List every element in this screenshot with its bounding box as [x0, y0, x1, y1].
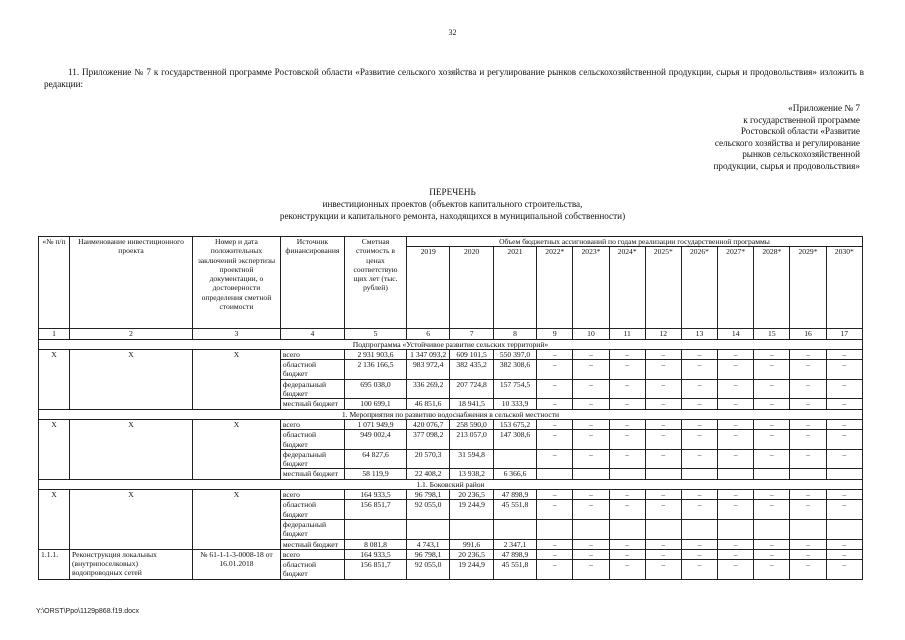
year-value-cell: –: [790, 349, 826, 359]
year-value-cell: 47 898,9: [493, 549, 536, 559]
header-year-6: 2024*: [609, 247, 645, 329]
year-value-cell: –: [681, 500, 717, 520]
year-value-cell: –: [718, 419, 754, 429]
year-value-cell: –: [754, 349, 790, 359]
expertise-doc-cell: № 61-1-1-3-0008-18 от 16.01.2018: [193, 549, 281, 579]
year-value-cell: –: [681, 379, 717, 399]
year-value-cell: 19 244,9: [450, 560, 493, 580]
year-value-cell: –: [573, 549, 609, 559]
year-value-cell: –: [681, 449, 717, 469]
year-value-cell: 96 798,1: [406, 490, 449, 500]
annex-line: Ростовской области «Развитие: [740, 126, 860, 137]
year-value-cell: 45 551,8: [493, 560, 536, 580]
year-value-cell: –: [645, 399, 681, 409]
funding-source-cell: областной бюджет: [280, 560, 344, 580]
year-value-cell: –: [609, 399, 645, 409]
year-value-cell: –: [718, 449, 754, 469]
expertise-doc-cell: Х: [193, 490, 281, 550]
header-source: Источник финансирования: [280, 237, 344, 329]
year-value-cell: 336 269,2: [406, 379, 449, 399]
year-value-cell: –: [609, 349, 645, 359]
column-number: 5: [344, 329, 406, 339]
year-value-cell: [826, 519, 862, 539]
year-value-cell: –: [537, 360, 573, 380]
estimated-cost-cell: 164 933,5: [344, 490, 406, 500]
year-value-cell: –: [573, 430, 609, 450]
year-value-cell: [754, 469, 790, 479]
estimated-cost-cell: 2 931 903,6: [344, 349, 406, 359]
year-value-cell: –: [537, 539, 573, 549]
year-value-cell: [406, 519, 449, 539]
year-value-cell: –: [790, 549, 826, 559]
year-value-cell: –: [681, 349, 717, 359]
year-value-cell: 13 938,2: [450, 469, 493, 479]
column-number: 4: [280, 329, 344, 339]
table-row: [39, 549, 863, 559]
year-value-cell: –: [573, 560, 609, 580]
year-value-cell: [450, 519, 493, 539]
estimated-cost-cell: 8 081,8: [344, 539, 406, 549]
year-value-cell: –: [681, 360, 717, 380]
year-value-cell: [754, 519, 790, 539]
year-value-cell: 550 397,0: [493, 349, 536, 359]
year-value-cell: –: [609, 379, 645, 399]
year-value-cell: –: [718, 379, 754, 399]
investment-projects-table: [38, 236, 863, 580]
intro-text: 11. Приложение № 7 к государственной программе Ростовской области «Развитие сельского хозяйства и регулирование рынков сельскохозяйственной продукции, сырья и продовольствия» изложить в редакции:: [44, 67, 864, 89]
table-row: [39, 419, 863, 429]
header-year-1: 2019: [406, 247, 449, 329]
estimated-cost-cell: [344, 519, 406, 539]
year-value-cell: –: [645, 539, 681, 549]
estimated-cost-cell: 2 136 166,5: [344, 360, 406, 380]
year-value-cell: 207 724,8: [450, 379, 493, 399]
expertise-doc-cell: Х: [193, 349, 281, 409]
row-number-cell: Х: [39, 490, 70, 550]
annex-line: продукции, сырья и продовольствия»: [713, 160, 860, 171]
year-value-cell: 96 798,1: [406, 549, 449, 559]
year-value-cell: –: [754, 430, 790, 450]
year-value-cell: –: [681, 419, 717, 429]
header-year-9: 2027*: [718, 247, 754, 329]
year-value-cell: 92 055,0: [406, 500, 449, 520]
column-number: 14: [718, 329, 754, 339]
year-value-cell: –: [609, 549, 645, 559]
year-value-cell: –: [826, 349, 862, 359]
intro-paragraph: [44, 66, 864, 90]
year-value-cell: –: [681, 539, 717, 549]
annex-line: «Приложение № 7: [788, 103, 860, 113]
year-value-cell: 22 408,2: [406, 469, 449, 479]
year-value-cell: –: [681, 430, 717, 450]
funding-source-cell: областной бюджет: [280, 430, 344, 450]
column-numbers-row: [39, 329, 863, 339]
year-value-cell: –: [537, 349, 573, 359]
table-header-row: [39, 237, 863, 247]
year-value-cell: [645, 469, 681, 479]
year-value-cell: –: [537, 500, 573, 520]
year-value-cell: –: [645, 490, 681, 500]
row-number-cell: Х: [39, 349, 70, 409]
year-value-cell: [537, 469, 573, 479]
year-value-cell: –: [718, 360, 754, 380]
year-value-cell: –: [826, 490, 862, 500]
year-value-cell: –: [537, 490, 573, 500]
year-value-cell: 20 570,3: [406, 449, 449, 469]
annex-line: рынков сельскохозяйственной: [742, 149, 860, 160]
year-value-cell: –: [718, 500, 754, 520]
project-name-cell: Х: [70, 419, 193, 479]
year-value-cell: 983 972,4: [406, 360, 449, 380]
year-value-cell: –: [681, 490, 717, 500]
header-year-11: 2029*: [790, 247, 826, 329]
year-value-cell: –: [718, 490, 754, 500]
estimated-cost-cell: 164 933,5: [344, 549, 406, 559]
year-value-cell: 20 236,5: [450, 490, 493, 500]
annex-line: сельского хозяйства и регулирование: [714, 137, 860, 148]
header-year-4: 2022*: [537, 247, 573, 329]
year-value-cell: –: [609, 430, 645, 450]
year-value-cell: 258 590,0: [450, 419, 493, 429]
year-value-cell: –: [826, 549, 862, 559]
column-number: 11: [609, 329, 645, 339]
year-value-cell: –: [573, 449, 609, 469]
year-value-cell: 18 941,5: [450, 399, 493, 409]
year-value-cell: –: [826, 379, 862, 399]
header-doc: Номер и дата положительных заключений экспертизы проектной документации, о достоверности определения сметной стоимости: [193, 237, 281, 329]
column-number: 2: [70, 329, 193, 339]
year-value-cell: [573, 519, 609, 539]
year-value-cell: –: [645, 349, 681, 359]
year-value-cell: –: [681, 399, 717, 409]
year-value-cell: –: [573, 360, 609, 380]
year-value-cell: [609, 469, 645, 479]
estimated-cost-cell: 1 071 949,9: [344, 419, 406, 429]
year-value-cell: –: [718, 549, 754, 559]
year-value-cell: 377 098,2: [406, 430, 449, 450]
header-year-12: 2030*: [826, 247, 862, 329]
estimated-cost-cell: 695 038,0: [344, 379, 406, 399]
year-value-cell: –: [645, 379, 681, 399]
column-number: 1: [39, 329, 70, 339]
funding-source-cell: всего: [280, 349, 344, 359]
column-number: 9: [537, 329, 573, 339]
column-number: 6: [406, 329, 449, 339]
year-value-cell: –: [790, 360, 826, 380]
funding-source-cell: всего: [280, 419, 344, 429]
year-value-cell: –: [718, 560, 754, 580]
year-value-cell: –: [754, 449, 790, 469]
annex-caption: [680, 103, 860, 173]
year-value-cell: [681, 519, 717, 539]
year-value-cell: [493, 449, 536, 469]
year-value-cell: –: [754, 399, 790, 409]
year-value-cell: [790, 519, 826, 539]
year-value-cell: [645, 519, 681, 539]
year-value-cell: [573, 469, 609, 479]
estimated-cost-cell: 100 699,1: [344, 399, 406, 409]
column-number: 8: [493, 329, 536, 339]
heading-line: инвестиционных проектов (объектов капитального строительства,: [322, 199, 583, 209]
year-value-cell: 153 675,2: [493, 419, 536, 429]
year-value-cell: 46 851,6: [406, 399, 449, 409]
year-value-cell: [681, 469, 717, 479]
funding-source-cell: федеральный бюджет: [280, 519, 344, 539]
year-value-cell: –: [573, 490, 609, 500]
year-value-cell: –: [609, 560, 645, 580]
section-title: 1. Мероприятия по развитию водоснабжения в сельской местности: [39, 409, 863, 419]
header-year-3: 2021: [493, 247, 536, 329]
header-year-2: 2020: [450, 247, 493, 329]
funding-source-cell: местный бюджет: [280, 399, 344, 409]
funding-source-cell: федеральный бюджет: [280, 449, 344, 469]
expertise-doc-cell: Х: [193, 419, 281, 479]
column-number: 7: [450, 329, 493, 339]
column-number: 17: [826, 329, 862, 339]
year-value-cell: –: [681, 560, 717, 580]
year-value-cell: –: [790, 449, 826, 469]
estimated-cost-cell: 156 851,7: [344, 500, 406, 520]
header-cost: Сметная стоимость в ценах соответствую щих лет (тыс. рублей): [344, 237, 406, 329]
table-row: [39, 490, 863, 500]
year-value-cell: [718, 519, 754, 539]
document-heading: [0, 186, 905, 222]
header-year-10: 2028*: [754, 247, 790, 329]
year-value-cell: –: [826, 500, 862, 520]
year-value-cell: –: [537, 419, 573, 429]
header-year-8: 2026*: [681, 247, 717, 329]
year-value-cell: –: [754, 500, 790, 520]
year-value-cell: 213 057,0: [450, 430, 493, 450]
column-number: 16: [790, 329, 826, 339]
heading-line: реконструкции и капитального ремонта, находящихся в муниципальной собственности): [279, 211, 626, 221]
column-number: 13: [681, 329, 717, 339]
header-year-7: 2025*: [645, 247, 681, 329]
year-value-cell: [826, 469, 862, 479]
year-value-cell: –: [573, 500, 609, 520]
row-number-cell: 1.1.1.: [39, 549, 70, 579]
header-num: «№ п/п: [39, 237, 70, 329]
year-value-cell: 157 754,5: [493, 379, 536, 399]
section-title-row: [39, 479, 863, 489]
year-value-cell: 20 236,5: [450, 549, 493, 559]
year-value-cell: –: [645, 360, 681, 380]
year-value-cell: –: [573, 379, 609, 399]
header-name: Наименование инвестиционного проекта: [70, 237, 193, 329]
estimated-cost-cell: 64 827,6: [344, 449, 406, 469]
year-value-cell: 31 594,8: [450, 449, 493, 469]
project-name-cell: Реконструкция локальных (внутрипоселковых) водопроводных сетей: [70, 549, 193, 579]
year-value-cell: 609 101,5: [450, 349, 493, 359]
year-value-cell: –: [537, 549, 573, 559]
heading-title: ПЕРЕЧЕНЬ: [429, 187, 476, 197]
funding-source-cell: всего: [280, 490, 344, 500]
section-title: Подпрограмма «Устойчивое развитие сельских территорий»: [39, 339, 863, 349]
year-value-cell: 991,6: [450, 539, 493, 549]
year-value-cell: [493, 519, 536, 539]
year-value-cell: –: [754, 360, 790, 380]
year-value-cell: 382 308,6: [493, 360, 536, 380]
project-name-cell: Х: [70, 349, 193, 409]
year-value-cell: –: [537, 430, 573, 450]
funding-source-cell: областной бюджет: [280, 500, 344, 520]
year-value-cell: 4 743,1: [406, 539, 449, 549]
year-value-cell: [609, 519, 645, 539]
section-title-row: [39, 339, 863, 349]
year-value-cell: 382 435,2: [450, 360, 493, 380]
year-value-cell: 420 076,7: [406, 419, 449, 429]
year-value-cell: –: [645, 430, 681, 450]
year-value-cell: 92 055,0: [406, 560, 449, 580]
year-value-cell: –: [609, 419, 645, 429]
year-value-cell: –: [754, 539, 790, 549]
year-value-cell: –: [790, 430, 826, 450]
year-value-cell: –: [790, 379, 826, 399]
project-name-cell: Х: [70, 490, 193, 550]
header-years-group: Объем бюджетных ассигнований по годам реализации государственной программы: [406, 237, 862, 247]
column-number: 10: [573, 329, 609, 339]
year-value-cell: –: [790, 490, 826, 500]
year-value-cell: –: [645, 560, 681, 580]
year-value-cell: –: [826, 560, 862, 580]
year-value-cell: –: [609, 360, 645, 380]
row-number-cell: Х: [39, 419, 70, 479]
year-value-cell: –: [718, 399, 754, 409]
year-value-cell: 1 347 093,2: [406, 349, 449, 359]
year-value-cell: –: [826, 539, 862, 549]
year-value-cell: –: [537, 379, 573, 399]
year-value-cell: –: [645, 419, 681, 429]
year-value-cell: 6 366,6: [493, 469, 536, 479]
year-value-cell: –: [645, 549, 681, 559]
column-number: 3: [193, 329, 281, 339]
year-value-cell: –: [718, 430, 754, 450]
year-value-cell: –: [754, 490, 790, 500]
year-value-cell: 19 244,9: [450, 500, 493, 520]
table-row: [39, 349, 863, 359]
year-value-cell: 2 347,1: [493, 539, 536, 549]
year-value-cell: –: [790, 560, 826, 580]
year-value-cell: –: [681, 549, 717, 559]
year-value-cell: –: [826, 419, 862, 429]
column-number: 15: [754, 329, 790, 339]
year-value-cell: –: [754, 560, 790, 580]
investment-table-wrapper: [38, 236, 863, 580]
year-value-cell: –: [609, 539, 645, 549]
funding-source-cell: федеральный бюджет: [280, 379, 344, 399]
year-value-cell: –: [537, 560, 573, 580]
year-value-cell: –: [718, 349, 754, 359]
year-value-cell: –: [754, 379, 790, 399]
year-value-cell: –: [573, 539, 609, 549]
year-value-cell: –: [754, 549, 790, 559]
estimated-cost-cell: 156 851,7: [344, 560, 406, 580]
year-value-cell: 45 551,8: [493, 500, 536, 520]
year-value-cell: 147 308,6: [493, 430, 536, 450]
page-number: 32: [448, 28, 457, 37]
section-title-row: [39, 409, 863, 419]
year-value-cell: –: [609, 500, 645, 520]
funding-source-cell: областной бюджет: [280, 360, 344, 380]
annex-line: к государственной программе: [743, 114, 860, 125]
estimated-cost-cell: 58 119,9: [344, 469, 406, 479]
funding-source-cell: местный бюджет: [280, 469, 344, 479]
year-value-cell: –: [826, 399, 862, 409]
year-value-cell: –: [609, 449, 645, 469]
year-value-cell: –: [826, 449, 862, 469]
year-value-cell: –: [573, 419, 609, 429]
year-value-cell: –: [790, 500, 826, 520]
year-value-cell: –: [754, 419, 790, 429]
year-value-cell: –: [790, 539, 826, 549]
year-value-cell: –: [537, 399, 573, 409]
year-value-cell: –: [790, 399, 826, 409]
year-value-cell: –: [790, 419, 826, 429]
year-value-cell: –: [573, 349, 609, 359]
year-value-cell: [790, 469, 826, 479]
year-value-cell: 10 333,9: [493, 399, 536, 409]
funding-source-cell: местный бюджет: [280, 539, 344, 549]
year-value-cell: –: [826, 360, 862, 380]
footer-file-path: Y:\ORST\Ppo\1129p868.f19.docx: [36, 608, 139, 615]
estimated-cost-cell: 949 002,4: [344, 430, 406, 450]
year-value-cell: –: [718, 539, 754, 549]
year-value-cell: 47 898,9: [493, 490, 536, 500]
year-value-cell: –: [573, 399, 609, 409]
year-value-cell: [718, 469, 754, 479]
year-value-cell: –: [537, 449, 573, 469]
section-title: 1.1. Боковский район: [39, 479, 863, 489]
year-value-cell: –: [645, 500, 681, 520]
column-number: 12: [645, 329, 681, 339]
header-year-5: 2023*: [573, 247, 609, 329]
year-value-cell: –: [609, 490, 645, 500]
year-value-cell: –: [826, 430, 862, 450]
year-value-cell: [537, 519, 573, 539]
year-value-cell: –: [645, 449, 681, 469]
funding-source-cell: всего: [280, 549, 344, 559]
